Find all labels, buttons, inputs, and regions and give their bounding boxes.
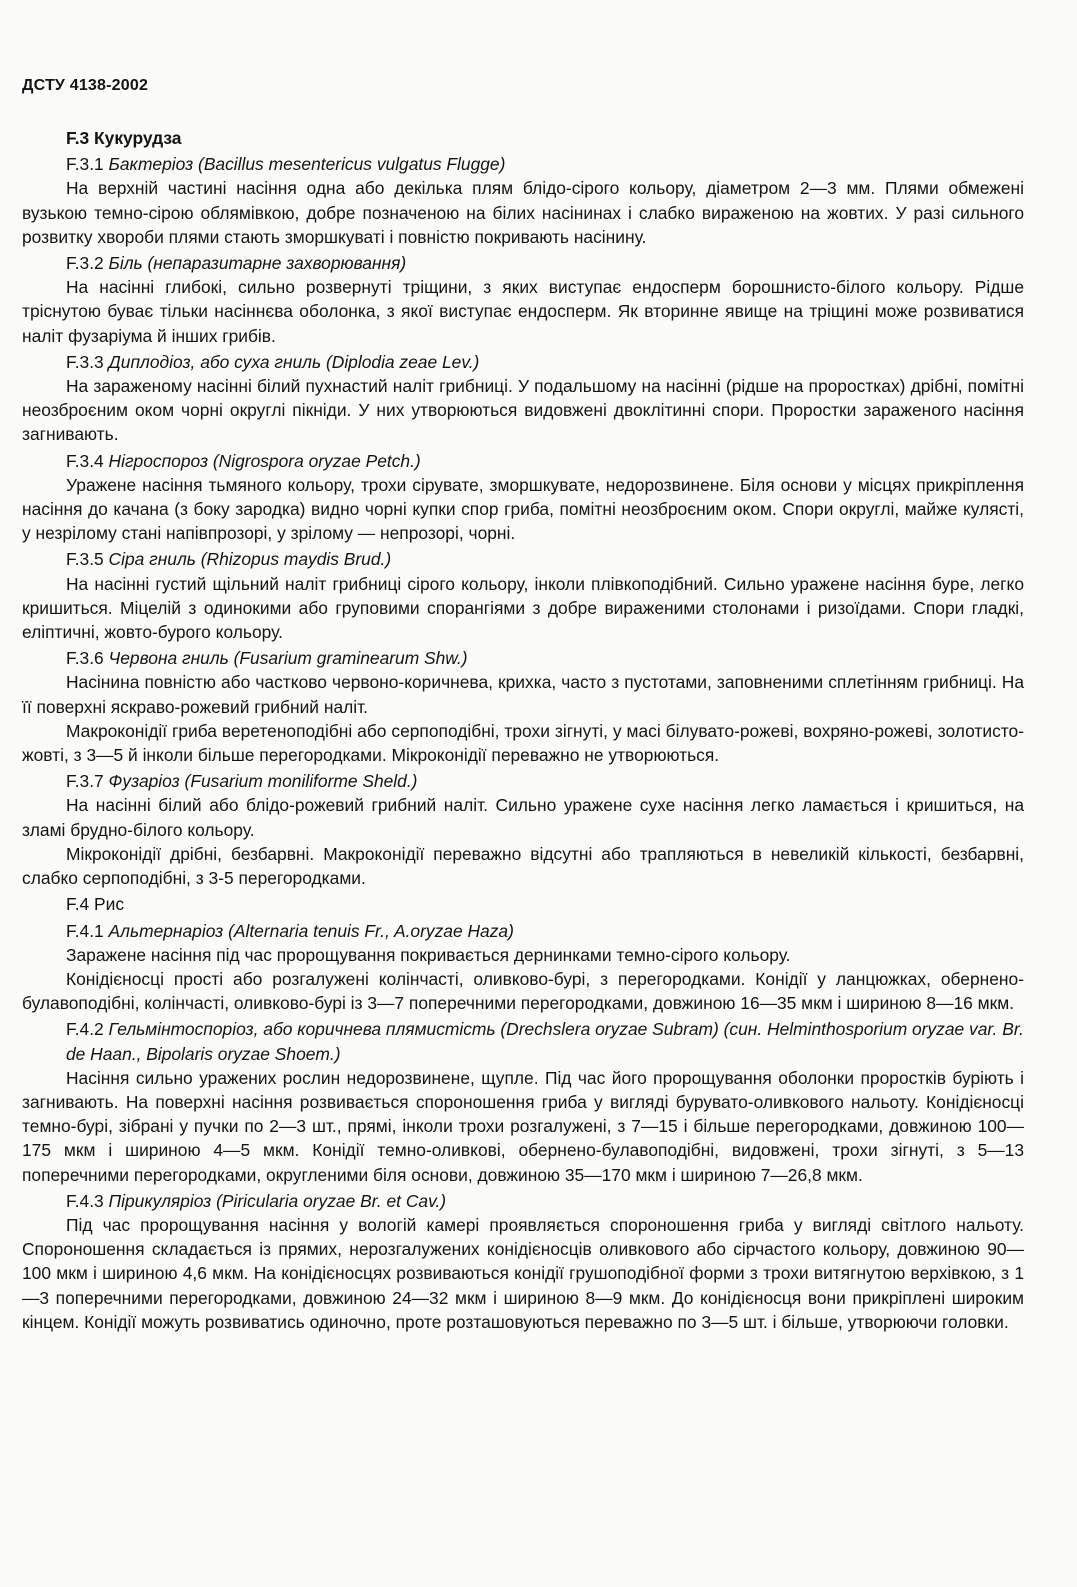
subsection-heading — [22, 646, 1024, 670]
paragraph: Насінина повністю або частково червоно-коричнева, крихка, часто з пустотами, заповненими сплетінням грибниці. На її поверхні яскраво-рожевий грибний наліт. — [22, 672, 1024, 717]
subsection-name: Фузаріоз (Fusarium moniliforme Sheld.) — [108, 771, 418, 792]
subsection-number: F.4.2 — [66, 1019, 109, 1040]
section-title: F.4 Рис — [66, 894, 125, 915]
subsection-heading — [22, 547, 1024, 571]
subsection-number: F.4.3 — [66, 1190, 109, 1211]
subsection-name: Сіра гниль (Rhizopus maydis Brud.) — [108, 549, 392, 570]
subsection-heading — [22, 769, 1024, 793]
subsection-name: Біль (непаразитарне захворювання) — [108, 253, 407, 274]
subsection-number: F.3.5 — [66, 549, 109, 570]
subsection-heading — [22, 1189, 1024, 1213]
subsection-number: F.3.2 — [66, 253, 109, 274]
subsection-number: F.4.1 — [66, 920, 109, 941]
subsection-name: Диплодіоз, або суха гниль (Diplodia zeae Lev.) — [108, 351, 480, 372]
subsection-name: Червона гниль (Fusarium graminearum Shw.) — [108, 648, 468, 669]
subsection-heading — [22, 152, 1024, 176]
subsection-heading — [22, 1017, 1024, 1065]
document-body — [22, 124, 1024, 1334]
subsection-heading — [22, 251, 1024, 275]
paragraph: На насінні густий щільний наліт грибниці сірого кольору, інколи плівкоподібний. Сильно уражене насіння буре, легко кришиться. Міцелій з одинокими або груповими спорангіями з добре вираженими столонами і ризоїдами. Спори гладкі, еліптичні, жовто-бурого кольору. — [22, 573, 1024, 643]
paragraph: На насінні білий або блідо-рожевий грибний наліт. Сильно уражене сухе насіння легко ламається і кришиться, на зламі брудно-білого кольору. — [22, 795, 1024, 840]
paragraph: На верхній частині насіння одна або декілька плям блідо-сірого кольору, діаметром 2—3 мм. Плями обмежені вузькою темно-сірою облямівкою, добре позначеною на білих насінинах і слабко вираженою на жовтих. У разі сильного розвитку хвороби плями стають зморшкуваті і повністю покривають насінину. — [22, 178, 1024, 247]
paragraph: Заражене насіння під час пророщування покривається дернинками темно-сірого кольору. — [66, 944, 791, 965]
subsection-number: F.3.7 — [66, 771, 109, 792]
paragraph: Макроконідії гриба веретеноподібні або серпоподібні, трохи зігнуті, у масі білувато-рожеві, вохряно-рожеві, золотисто-жовті, з 3—5 й інколи більше перегородками. Мікроконідії переважно не утворюються. — [22, 720, 1024, 766]
subsection-heading — [22, 919, 1024, 943]
subsection-name: Бактеріоз (Bacillus mesentericus vulgatus Flugge) — [108, 154, 506, 175]
subsection-number: F.3.6 — [66, 648, 109, 669]
paragraph: Мікроконідії дрібні, безбарвні. Макроконідії переважно відсутні або трапляються в невеликій кількості, безбарвні, слабко серпоподібні, з 3-5 перегородками. — [22, 843, 1024, 889]
paragraph: На насінні глибокі, сильно розвернуті тріщини, з яких виступає ендосперм борошнисто-білого кольору. Рідше тріснутою буває тільки насіннєва оболонка, з якої виступає ендосперм. Як вторинне явище на тріщині може розвиватися наліт фузаріума й інших грибів. — [22, 277, 1024, 346]
paragraph: На зараженому насінні білий пухнастий наліт грибниці. У подальшому на насінні (рідше на проростках) дрібні, помітні неозброєним оком чорні округлі пікніди. У них утворюються видовжені двоклітинні спори. Проростки зараженого насіння загнивають. — [22, 376, 1024, 445]
subsection-heading — [22, 449, 1024, 473]
subsection-name: Альтернаріоз (Alternaria tenuis Fr., A.oryzae Haza) — [108, 920, 514, 941]
subsection-name: Гельмінтоспоріоз, або коричнева плямистість (Drechslera oryzae Subram) (син. Helminthosporium oryzae var. Br. de Haan., Bipolaris oryzae Shoem.) — [66, 1019, 1024, 1064]
section-title: F.3 Кукурудза — [66, 128, 182, 148]
paragraph: Під час пророщування насіння у вологій камері проявляється спороношення гриба у вигляді світлого нальоту. Спороношення складається із прямих, нерозгалужених конідієносців оливкового або сірчастого кольору, довжиною 90—100 мкм і шириною 4,6 мкм. На конідієносцях розвиваються конідії грушоподібної форми з трохи витягнутою верхівкою, з 1—3 поперечними перегородками, довжиною 24—32 мкм і шириною 8—9 мкм. До конідієносця вони прикріплені широким кінцем. Конідії можуть розвиватись одиночно, проте розташовуються переважно по 3—5 шт. і більше, утворюючи головки. — [22, 1214, 1024, 1332]
paragraph: Уражене насіння тьмяного кольору, трохи сірувате, зморшкувате, недорозвинене. Біля основи у місцях прикріплення насіння до качана (з боку зародка) видно чорні купки спор гриба, помітні неозброєним оком. Спори округлі, майже кулясті, у незрілому стані напівпрозорі, у зрілому — непрозорі, чорні. — [22, 474, 1024, 544]
subsection-heading — [22, 350, 1024, 374]
standard-header: ДСТУ 4138-2002 — [22, 77, 149, 94]
subsection-number: F.3.4 — [66, 450, 109, 471]
subsection-name: Пірикуляріоз (Piricularia oryzae Br. et Cav.) — [108, 1190, 447, 1211]
paragraph: Конідієносці прості або розгалужені колінчасті, оливково-бурі, з перегородками. Конідії у ланцюжках, обернено-булавоподібні, колінчасті, оливково-бурі із 3—7 поперечними перегородками, довжиною 16—35 мкм і шириною 8—16 мкм. — [22, 968, 1024, 1014]
paragraph: Насіння сильно уражених рослин недорозвинене, щупле. Під час його пророщування оболонки проростків буріють і загнивають. На поверхні насіння розвивається спороношення гриба у вигляді бурувато-оливкового нальоту. Конідієносці темно-бурі, зібрані у пучки по 2—3 шт., прямі, інколи трохи розгалужені, з 7—15 і більше перегородками, довжиною 100—175 мкм і шириною 4—5 мкм. Конідії темно-оливкові, обернено-булавоподібні, видовжені, трохи зігнуті, з 5—13 поперечними перегородками, округленими біля основи, довжиною 35—170 мкм і шириною 7—26,8 мкм. — [22, 1067, 1024, 1185]
subsection-number: F.3.1 — [66, 154, 109, 175]
subsection-name: Нігроспороз (Nigrospora oryzae Petch.) — [108, 450, 421, 471]
subsection-number: F.3.3 — [66, 351, 109, 372]
